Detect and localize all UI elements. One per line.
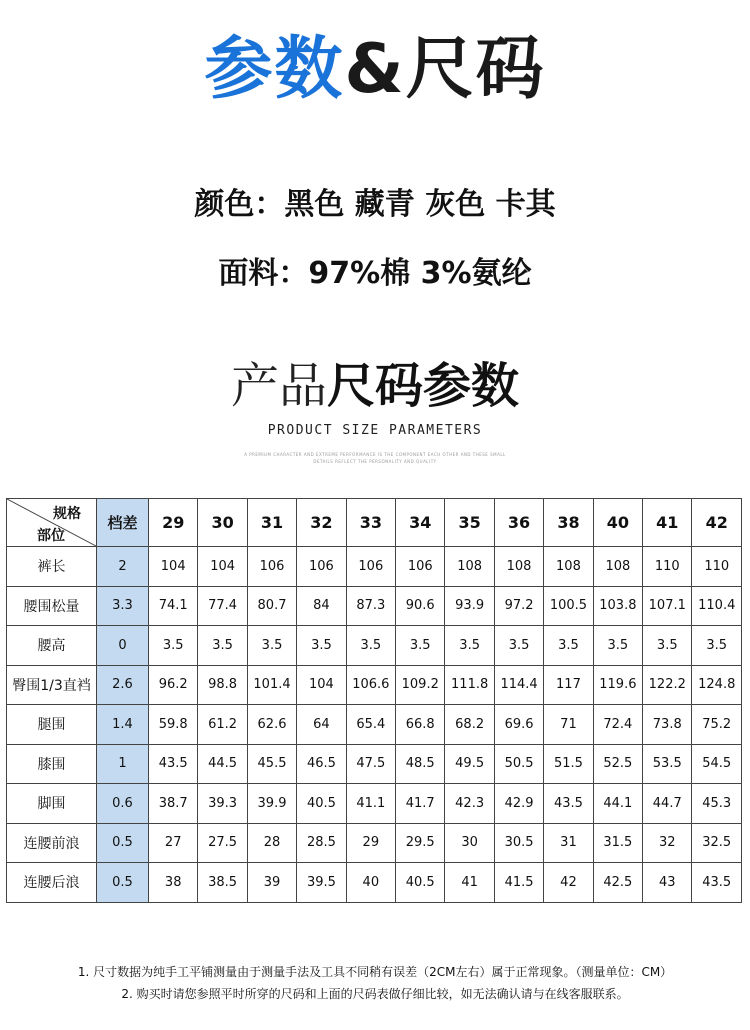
size-value-cell: 3.5 (692, 626, 742, 666)
size-value-cell: 40.5 (396, 863, 445, 903)
size-value-cell: 107.1 (643, 586, 692, 626)
size-value-cell: 38.5 (198, 863, 247, 903)
size-value-cell: 87.3 (346, 586, 395, 626)
size-header: 42 (692, 499, 742, 547)
size-value-cell: 27.5 (198, 823, 247, 863)
size-value-cell: 3.5 (198, 626, 247, 666)
size-value-cell: 3.5 (149, 626, 198, 666)
size-value-cell: 3.5 (346, 626, 395, 666)
size-value-cell: 39.9 (247, 784, 296, 824)
size-value-cell: 45.5 (247, 744, 296, 784)
size-value-cell: 119.6 (593, 665, 642, 705)
size-value-cell: 41.1 (346, 784, 395, 824)
size-value-cell: 106 (297, 547, 346, 587)
size-value-cell: 40.5 (297, 784, 346, 824)
size-value-cell: 109.2 (396, 665, 445, 705)
size-value-cell: 41 (445, 863, 494, 903)
note-measurement: 1. 尺寸数据为纯手工平铺测量由于测量手法及工具不同稍有误差（2CM左右）属于正常现象。（测量单位：CM） (77, 965, 673, 979)
size-value-cell: 65.4 (346, 705, 395, 745)
size-value-cell: 29 (346, 823, 395, 863)
size-value-cell: 3.5 (247, 626, 296, 666)
row-part-label: 裤长 (7, 547, 97, 587)
row-part-label: 腿围 (7, 705, 97, 745)
size-value-cell: 42.9 (494, 784, 543, 824)
corner-label-spec: 规格 (53, 506, 81, 522)
row-part-label: 脚围 (7, 784, 97, 824)
corner-header-cell (7, 499, 97, 547)
section-title-light: 产品 (230, 358, 327, 414)
size-value-cell: 96.2 (149, 665, 198, 705)
size-section-title (0, 358, 750, 414)
size-value-cell: 110.4 (692, 586, 742, 626)
size-header: 33 (346, 499, 395, 547)
size-header: 38 (544, 499, 593, 547)
size-value-cell: 122.2 (643, 665, 692, 705)
size-value-cell: 108 (494, 547, 543, 587)
size-value-cell: 38.7 (149, 784, 198, 824)
size-header: 40 (593, 499, 642, 547)
size-value-cell: 66.8 (396, 705, 445, 745)
size-value-cell: 3.5 (593, 626, 642, 666)
size-value-cell: 110 (692, 547, 742, 587)
size-value-cell: 64 (297, 705, 346, 745)
size-value-cell: 3.5 (643, 626, 692, 666)
size-value-cell: 38 (149, 863, 198, 903)
colors-line: 颜色：黑色 藏青 灰色 卡其 (194, 187, 556, 222)
size-value-cell: 106 (346, 547, 395, 587)
size-value-cell: 29.5 (396, 823, 445, 863)
size-value-cell: 3.5 (445, 626, 494, 666)
size-value-cell: 108 (544, 547, 593, 587)
size-value-cell: 32.5 (692, 823, 742, 863)
row-diff-value: 2.6 (97, 665, 149, 705)
size-value-cell: 39.5 (297, 863, 346, 903)
table-row (7, 547, 742, 587)
size-value-cell: 50.5 (494, 744, 543, 784)
size-value-cell: 28 (247, 823, 296, 863)
row-part-label: 腰高 (7, 626, 97, 666)
size-value-cell: 54.5 (692, 744, 742, 784)
size-value-cell: 84 (297, 586, 346, 626)
size-value-cell: 104 (149, 547, 198, 587)
size-value-cell: 47.5 (346, 744, 395, 784)
row-part-label: 臀围1/3直裆 (7, 665, 97, 705)
size-value-cell: 61.2 (198, 705, 247, 745)
size-value-cell: 108 (445, 547, 494, 587)
size-value-cell: 97.2 (494, 586, 543, 626)
size-value-cell: 30 (445, 823, 494, 863)
size-value-cell: 42 (544, 863, 593, 903)
size-value-cell: 93.9 (445, 586, 494, 626)
size-value-cell: 69.6 (494, 705, 543, 745)
size-value-cell: 42.5 (593, 863, 642, 903)
size-value-cell: 106 (396, 547, 445, 587)
table-row (7, 863, 742, 903)
size-value-cell: 111.8 (445, 665, 494, 705)
size-value-cell: 75.2 (692, 705, 742, 745)
size-value-cell: 39.3 (198, 784, 247, 824)
size-header: 31 (247, 499, 296, 547)
table-row (7, 586, 742, 626)
size-value-cell: 44.1 (593, 784, 642, 824)
main-title-part-blue: 参数 (204, 30, 345, 109)
size-value-cell: 77.4 (198, 586, 247, 626)
size-value-cell: 106 (247, 547, 296, 587)
size-value-cell: 62.6 (247, 705, 296, 745)
row-diff-value: 0.6 (97, 784, 149, 824)
size-value-cell: 44.7 (643, 784, 692, 824)
row-diff-value: 2 (97, 547, 149, 587)
row-part-label: 膝围 (7, 744, 97, 784)
size-value-cell: 46.5 (297, 744, 346, 784)
size-value-cell: 72.4 (593, 705, 642, 745)
table-row (7, 705, 742, 745)
size-value-cell: 41.5 (494, 863, 543, 903)
row-diff-value: 1 (97, 744, 149, 784)
row-diff-value: 3.3 (97, 586, 149, 626)
size-value-cell: 80.7 (247, 586, 296, 626)
size-value-cell: 101.4 (247, 665, 296, 705)
table-row (7, 626, 742, 666)
fabric-line: 面料：97%棉 3%氨纶 (218, 256, 532, 291)
table-row (7, 665, 742, 705)
size-value-cell: 100.5 (544, 586, 593, 626)
size-table-body (7, 547, 742, 903)
size-value-cell: 114.4 (494, 665, 543, 705)
size-header: 29 (149, 499, 198, 547)
table-row (7, 744, 742, 784)
size-header: 41 (643, 499, 692, 547)
main-title-part-dark: &尺码 (344, 30, 546, 109)
size-value-cell: 104 (297, 665, 346, 705)
size-value-cell: 40 (346, 863, 395, 903)
table-row (7, 823, 742, 863)
size-value-cell: 39 (247, 863, 296, 903)
size-header: 36 (494, 499, 543, 547)
size-value-cell: 51.5 (544, 744, 593, 784)
size-value-cell: 31 (544, 823, 593, 863)
size-value-cell: 32 (643, 823, 692, 863)
note-purchase: 2. 购买时请您参照平时所穿的尺码和上面的尺码表做仔细比较，如无法确认请与在线客服联系。 (121, 987, 629, 1001)
size-value-cell: 98.8 (198, 665, 247, 705)
size-value-cell: 3.5 (396, 626, 445, 666)
corner-label-part: 部位 (37, 528, 65, 544)
size-value-cell: 90.6 (396, 586, 445, 626)
size-value-cell: 48.5 (396, 744, 445, 784)
size-value-cell: 3.5 (297, 626, 346, 666)
size-value-cell: 3.5 (494, 626, 543, 666)
section-title-bold: 尺码参数 (327, 358, 520, 414)
size-header: 35 (445, 499, 494, 547)
diff-header: 档差 (97, 499, 149, 547)
row-diff-value: 0 (97, 626, 149, 666)
size-table (6, 498, 742, 903)
size-value-cell: 31.5 (593, 823, 642, 863)
size-value-cell: 106.6 (346, 665, 395, 705)
row-part-label: 连腰前浪 (7, 823, 97, 863)
row-diff-value: 0.5 (97, 863, 149, 903)
size-value-cell: 45.3 (692, 784, 742, 824)
size-value-cell: 27 (149, 823, 198, 863)
size-header: 34 (396, 499, 445, 547)
row-diff-value: 0.5 (97, 823, 149, 863)
tiny-text-line-1: A PREMIUM CHARACTER AND EXTREME PERFORMANCE IS THE COMPONENT EACH OTHER AND THESE SMALL (244, 452, 506, 457)
size-header-row (7, 499, 742, 547)
size-value-cell: 44.5 (198, 744, 247, 784)
section-subtitle: PRODUCT SIZE PARAMETERS (267, 423, 483, 438)
size-value-cell: 42.3 (445, 784, 494, 824)
size-value-cell: 71 (544, 705, 593, 745)
size-value-cell: 49.5 (445, 744, 494, 784)
size-value-cell: 41.7 (396, 784, 445, 824)
size-value-cell: 43.5 (149, 744, 198, 784)
size-value-cell: 3.5 (544, 626, 593, 666)
size-value-cell: 30.5 (494, 823, 543, 863)
row-part-label: 连腰后浪 (7, 863, 97, 903)
row-diff-value: 1.4 (97, 705, 149, 745)
size-value-cell: 103.8 (593, 586, 642, 626)
size-value-cell: 117 (544, 665, 593, 705)
size-value-cell: 74.1 (149, 586, 198, 626)
tiny-text-line-2: DETAILS REFLECT THE PERSONALITY AND QUALITY (313, 459, 437, 464)
size-value-cell: 43.5 (544, 784, 593, 824)
size-value-cell: 104 (198, 547, 247, 587)
table-row (7, 784, 742, 824)
size-value-cell: 52.5 (593, 744, 642, 784)
size-value-cell: 73.8 (643, 705, 692, 745)
size-header: 32 (297, 499, 346, 547)
size-value-cell: 110 (643, 547, 692, 587)
size-value-cell: 43.5 (692, 863, 742, 903)
size-value-cell: 43 (643, 863, 692, 903)
size-value-cell: 53.5 (643, 744, 692, 784)
size-value-cell: 68.2 (445, 705, 494, 745)
size-value-cell: 124.8 (692, 665, 742, 705)
size-header: 30 (198, 499, 247, 547)
size-value-cell: 28.5 (297, 823, 346, 863)
size-value-cell: 59.8 (149, 705, 198, 745)
size-value-cell: 108 (593, 547, 642, 587)
row-part-label: 腰围松量 (7, 586, 97, 626)
main-title (0, 30, 750, 109)
